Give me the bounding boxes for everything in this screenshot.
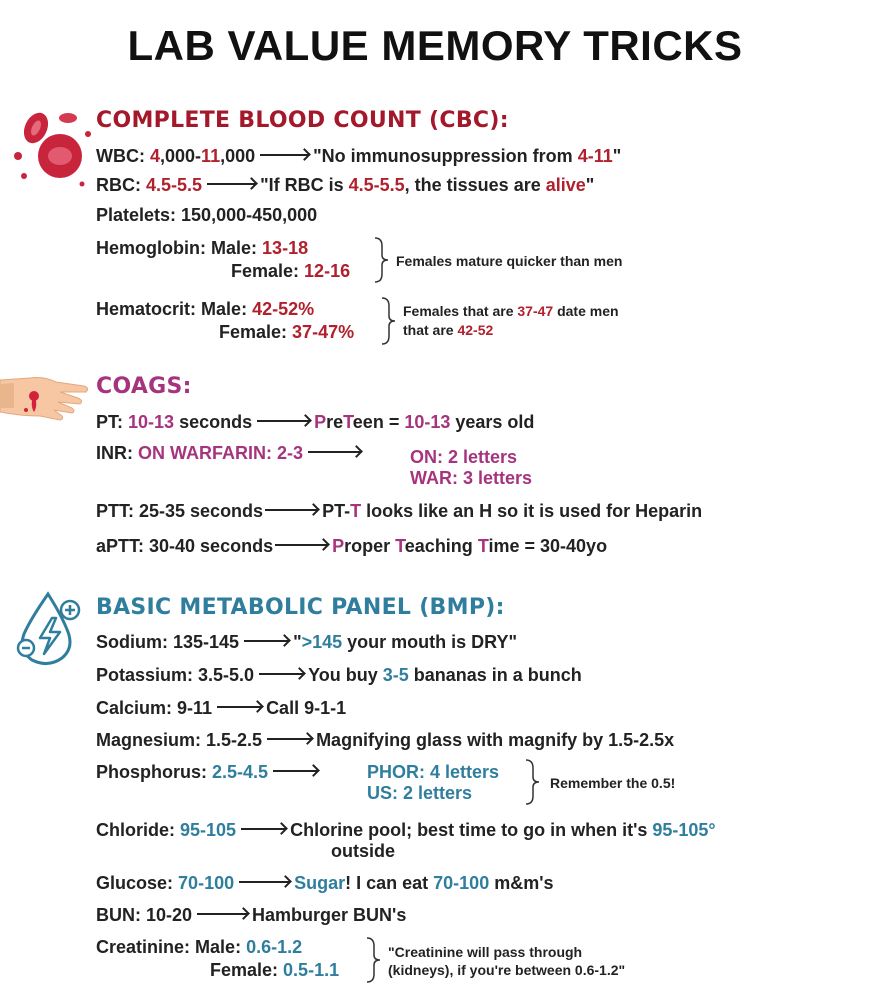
inr-row: INR: ON WARFARIN: 2-3 — [96, 443, 365, 464]
pt-row: PT: 10-13 seconds PreTeen = 10-13 years old — [96, 412, 535, 432]
arrow-icon — [239, 881, 289, 883]
page-title: LAB VALUE MEMORY TRICKS — [127, 22, 743, 69]
coags-heading: COAGS: — [96, 374, 192, 399]
phosphorus-mnemonic-line1: PHOR: 4 letters — [367, 762, 500, 782]
chloride-mnemonic-line2: outside — [331, 841, 396, 861]
arrow-icon — [260, 154, 308, 156]
arrow-icon — [267, 738, 311, 740]
wbc-row: WBC: 4,000-11,000 "No immunosuppression from 4-11" — [96, 146, 622, 166]
calcium-row: Calcium: 9-11 Call 9-1-1 — [96, 698, 347, 718]
phosphorus-note: Remember the 0.5! — [550, 775, 676, 791]
arrow-icon — [259, 673, 303, 675]
bun-row: BUN: 10-20 Hamburger BUN's — [96, 905, 407, 925]
creatinine-note-line1: "Creatinine will pass through — [388, 944, 583, 960]
creatinine-row: Creatinine: Male: 0.6-1.2 — [96, 937, 303, 957]
hemoglobin-note: Females mature quicker than men — [396, 253, 623, 269]
arrow-icon — [265, 509, 317, 511]
arrow-icon — [241, 828, 285, 830]
hematocrit-female-row: Female: 37-47% — [219, 322, 355, 342]
hematocrit-note-line2: that are 42-52 — [403, 322, 494, 338]
arrow-icon — [308, 451, 360, 453]
platelets-row: Platelets: 150,000-450,000 — [96, 205, 318, 225]
inr-mnemonic-line2: WAR: 3 letters — [410, 468, 533, 488]
brace-icon — [524, 758, 542, 806]
electrolyte-drop-icon — [10, 588, 90, 668]
aptt-row: aPTT: 30-40 seconds Proper Teaching Time = 30-40yo — [96, 536, 608, 556]
brace-icon — [380, 296, 398, 346]
phosphorus-row: Phosphorus: 2.5-4.5 — [96, 762, 322, 783]
arrow-icon — [244, 640, 288, 642]
phosphorus-mnemonic-line2: US: 2 letters — [367, 783, 473, 803]
bleeding-hand-icon — [0, 370, 92, 432]
arrow-icon — [197, 913, 247, 915]
arrow-icon — [207, 183, 255, 185]
inr-mnemonic-line1: ON: 2 letters — [410, 447, 518, 467]
brace-icon — [373, 236, 391, 284]
chloride-row: Chloride: 95-105 Chlorine pool; best time to go in when it's 95-105° — [96, 820, 716, 840]
arrow-icon — [217, 706, 261, 708]
arrow-icon — [275, 544, 327, 546]
hematocrit-row: Hematocrit: Male: 42-52% — [96, 299, 315, 319]
bmp-heading: BASIC METABOLIC PANEL (BMP): — [96, 595, 505, 620]
brace-icon — [365, 936, 383, 984]
creatinine-note-line2: (kidneys), if you're between 0.6-1.2" — [388, 962, 626, 978]
potassium-row: Potassium: 3.5-5.0 You buy 3-5 bananas in a bunch — [96, 665, 582, 685]
rbc-row: RBC: 4.5-5.5 "If RBC is 4.5-5.5, the tissues are alive" — [96, 175, 595, 195]
sodium-row: Sodium: 135-145 ">145 your mouth is DRY" — [96, 632, 518, 652]
hematocrit-note-line1: Females that are 37-47 date men — [403, 303, 619, 319]
creatinine-female-row: Female: 0.5-1.1 — [210, 960, 340, 980]
hemoglobin-female-row: Female: 12-16 — [231, 261, 351, 281]
ptt-row: PTT: 25-35 seconds PT-T looks like an H so it is used for Heparin — [96, 501, 703, 521]
cbc-heading: COMPLETE BLOOD COUNT (CBC): — [96, 108, 509, 133]
arrow-icon — [257, 420, 309, 422]
blood-cells-icon — [4, 104, 94, 194]
glucose-row: Glucose: 70-100 Sugar! I can eat 70-100 m&m's — [96, 873, 554, 893]
magnesium-row: Magnesium: 1.5-2.5 Magnifying glass with magnify by 1.5-2.5x — [96, 730, 675, 750]
arrow-icon — [273, 770, 317, 772]
hemoglobin-row: Hemoglobin: Male: 13-18 — [96, 238, 309, 258]
